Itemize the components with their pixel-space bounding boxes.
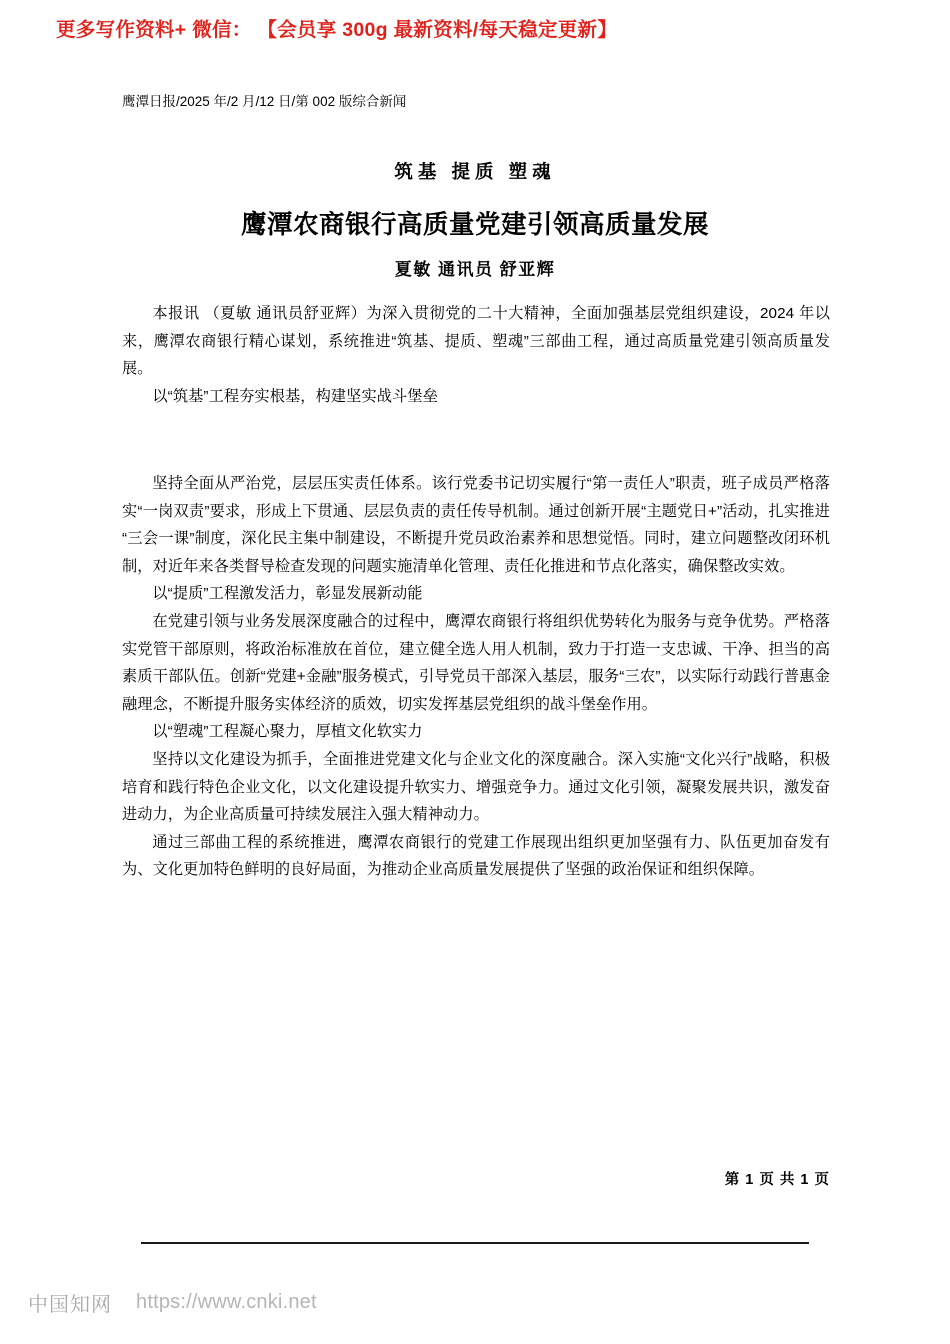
section-subheading: 以“提质”工程激发活力，彰显发展新动能 [152,585,423,603]
body-paragraph: 通过三部曲工程的系统推进，鹰潭农商银行的党建工作展现出组织更加坚强有力、队伍更加奋发有为、文化更加特色鲜明的良好局面，为推动企业高质量发展提供了坚强的政治保证和组织保障。 [122,833,830,879]
body-paragraph: 本报讯 （夏敏 通讯员舒亚辉）为深入贯彻党的二十大精神，全面加强基层党组织建设，2024 年以来，鹰潭农商银行精心谋划，系统推进“筑基、提质、塑魂”三部曲工程，通过高质量党建引领高质量发展。 [122,305,830,378]
article-byline: 夏敏 通讯员 舒亚辉 [394,260,556,279]
cnki-logo-text: 中国知网 [28,1294,112,1316]
section-subheading: 以“塑魂”工程凝心聚力，厚植文化软实力 [152,723,423,741]
promo-banner: 更多写作资料+ 微信： 【会员享 300g 最新资料/每天稳定更新】 [56,19,618,41]
bottom-divider [141,1242,809,1244]
body-paragraph: 在党建引领与业务发展深度融合的过程中，鹰潭农商银行将组织优势转化为服务与竞争优势。严格落实党管干部原则，将政治标准放在首位，建立健全选人用人机制，致力于打造一支忠诚、干净、担当的高素质干部队伍。创新“党建+金融”服务模式，引导党员干部深入基层，服务“三农”，以实际行动践行普惠金融理念，不断提升服务实体经济的质效，切实发挥基层党组织的战斗堡垒作用。 [122,612,830,713]
article-subtitle: 筑基 提质 塑魂 [394,161,556,182]
publication-source-line: 鹰潭日报/2025 年/2 月/12 日/第 002 版综合新闻 [122,94,407,109]
cnki-watermark [28,1288,317,1317]
article-title: 鹰潭农商银行高质量党建引领高质量发展 [240,211,709,239]
body-paragraph: 坚持全面从严治党，层层压实责任体系。该行党委书记切实履行“第一责任人”职责，班子成员严格落实“一岗双责”要求，形成上下贯通、层层负责的责任传导机制。通过创新开展“主题党日+”活动，扎实推进“三会一课”制度，深化民主集中制建设，不断提升党员政治素养和思想觉悟。同时，建立问题整改闭环机制，对近年来各类督导检查发现的问题实施清单化管理、责任化推进和节点化落实，确保整改实效。 [122,474,830,575]
body-paragraph: 坚持以文化建设为抓手，全面推进党建文化与企业文化的深度融合。深入实施“文化兴行”战略，积极培育和践行特色企业文化，以文化建设提升软实力、增强竞争力。通过文化引领，凝聚发展共识，激发奋进动力，为企业高质量可持续发展注入强大精神动力。 [122,750,830,824]
article-body [122,300,830,884]
blank-line [122,426,830,454]
cnki-url-text: https://www.cnki.net [136,1291,317,1313]
section-subheading: 以“筑基”工程夯实根基，构建坚实战斗堡垒 [152,387,438,405]
page-number-footer: 第 1 页 共 1 页 [724,1172,830,1188]
